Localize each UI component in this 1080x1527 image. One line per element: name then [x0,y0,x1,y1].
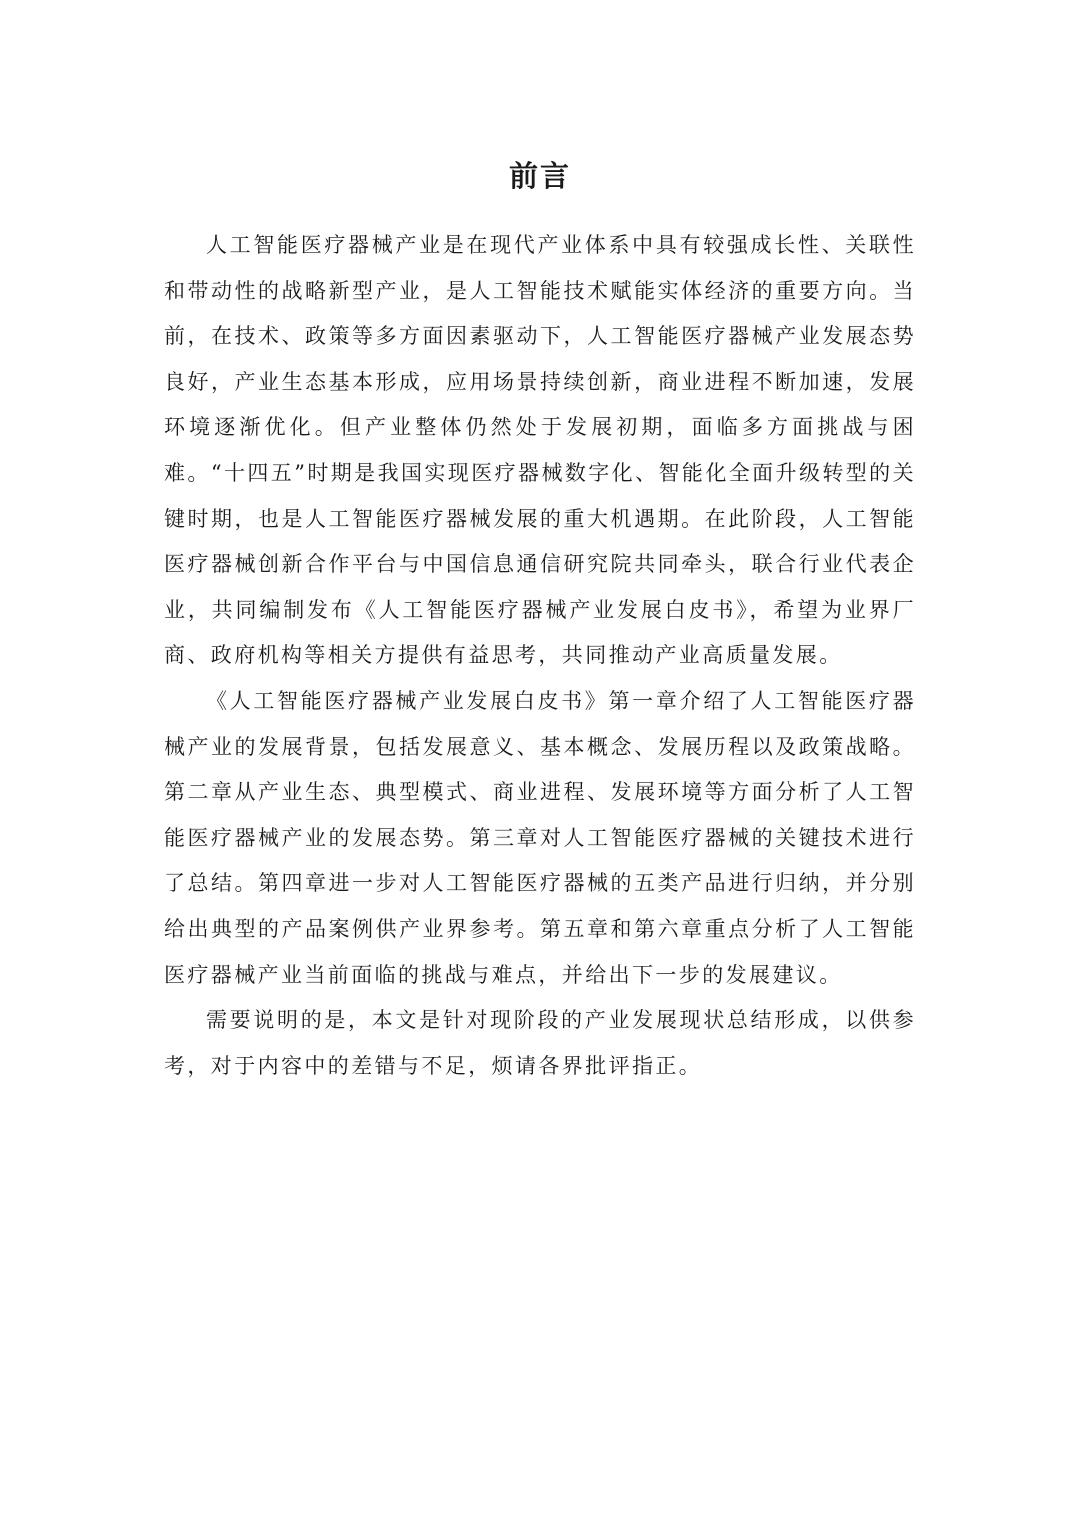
paragraph-chapter-overview: 《人工智能医疗器械产业发展白皮书》第一章介绍了人工智能医疗器械产业的发展背景，包括发展意义、基本概念、发展历程以及政策战略。第二章从产业生态、典型模式、商业进程、发展环境等方面分析了人工智能医疗器械产业的发展态势。第三章对人工智能医疗器械的关键技术进行了总结。第四章进一步对人工智能医疗器械的五类产品进行归纳，并分别给出典型的产品案例供产业界参考。第五章和第六章重点分析了人工智能医疗器械产业当前面临的挑战与难点，并给出下一步的发展建议。 [164,688,916,987]
paragraph-intro: 人工智能医疗器械产业是在现代产业体系中具有较强成长性、关联性和带动性的战略新型产业，是人工智能技术赋能实体经济的重要方向。当前，在技术、政策等多方面因素驱动下，人工智能医疗器械产业发展态势良好，产业生态基本形成，应用场景持续创新，商业进程不断加速，发展环境逐渐优化。但产业整体仍然处于发展初期，面临多方面挑战与困难。“十四五”时期是我国实现医疗器械数字化、智能化全面升级转型的关键时期，也是人工智能医疗器械发展的重大机遇期。在此阶段，人工智能医疗器械创新合作平台与中国信息通信研究院共同牵头，联合行业代表企业，共同编制发布《人工智能医疗器械产业发展白皮书》，希望为业界厂商、政府机构等相关方提供有益思考，共同推动产业高质量发展。 [164,233,916,668]
page-title: 前言 [508,159,571,193]
paragraph-note: 需要说明的是，本文是针对现阶段的产业发展现状总结形成，以供参考，对于内容中的差错与不足，烦请各界批评指正。 [164,1008,916,1078]
body-text [164,223,916,1089]
